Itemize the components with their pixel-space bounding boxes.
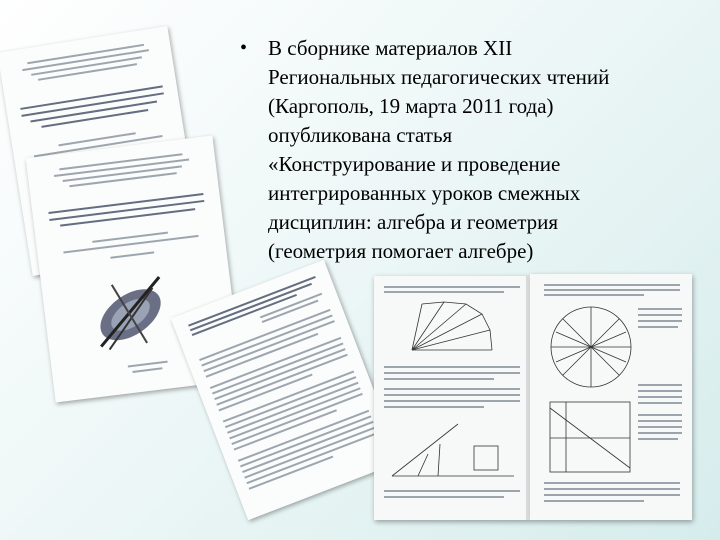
text-line: Региональных педагогических чтений	[268, 65, 610, 89]
circle-diagram	[546, 302, 636, 392]
line-graph-diagram	[546, 398, 636, 478]
bullet-item	[236, 34, 696, 266]
bullet-marker: •	[240, 37, 248, 59]
scanned-book-right-page	[530, 274, 692, 520]
fan-diagram	[392, 300, 502, 360]
bullet-text-block	[236, 34, 696, 266]
text-line: интегрированных уроков смежных	[268, 181, 581, 205]
text-line: В сборнике материалов XII	[268, 36, 513, 60]
scanned-book-left-page	[374, 276, 530, 520]
text-line: опубликована статья	[268, 123, 453, 147]
wedge-diagram	[388, 416, 518, 486]
text-line: (Каргополь, 19 марта 2011 года)	[268, 94, 554, 118]
bullet-paragraph	[268, 34, 696, 266]
cover-emblem-graphic	[81, 268, 180, 358]
text-line: дисциплин: алгебра и геометрия	[268, 210, 559, 234]
text-line: «Конструирование и проведение	[268, 152, 561, 176]
text-line: (геометрия помогает алгебре)	[268, 239, 534, 263]
